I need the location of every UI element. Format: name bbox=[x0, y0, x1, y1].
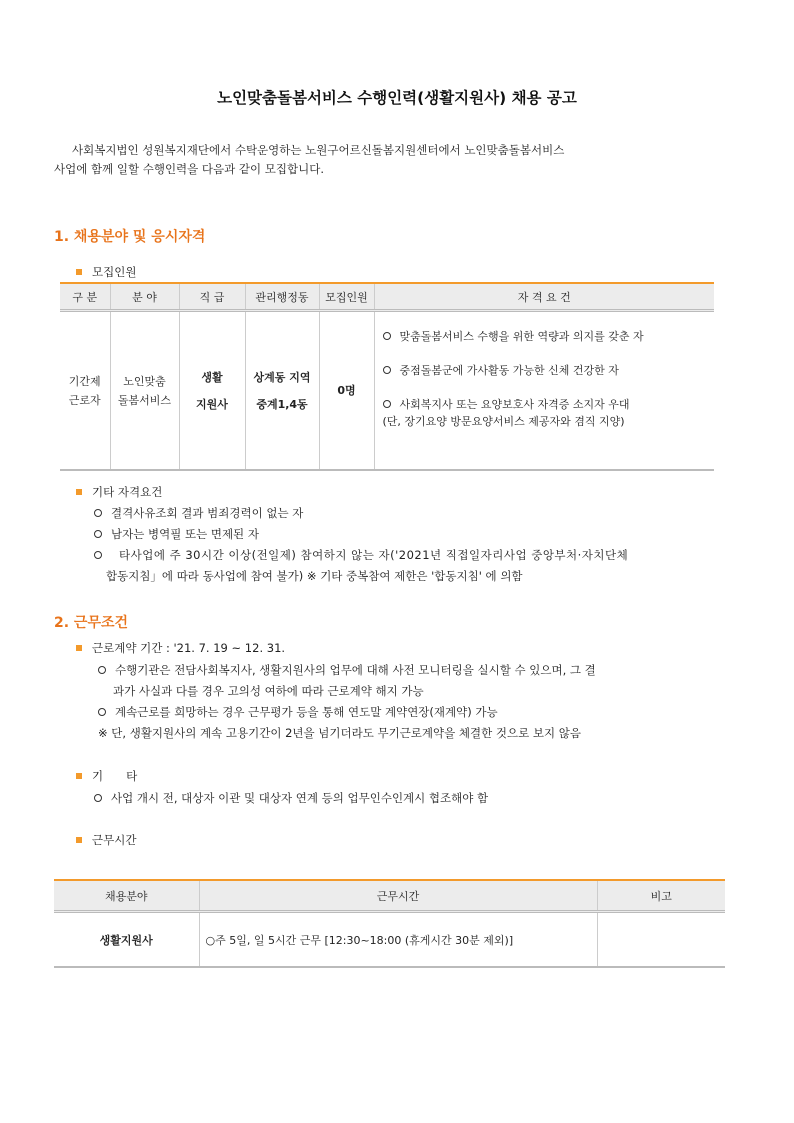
list-item bbox=[94, 789, 734, 808]
list-item bbox=[98, 703, 718, 722]
list-item-text: 타사업에 주 30시간 이상(전일제) 참여하지 않는 자('2021년 직접일자리사업 중앙부처·자치단체 bbox=[119, 548, 629, 562]
header-type: 구 분 bbox=[60, 283, 110, 311]
cell-type-line-1: 기간제 bbox=[68, 374, 101, 388]
header-requirements: 자 격 요 건 bbox=[374, 283, 714, 311]
cell-field: 생활지원사 bbox=[54, 912, 199, 968]
section-1-heading: 1. 채용분야 및 응시자격 bbox=[54, 229, 206, 245]
contract-label bbox=[76, 640, 285, 656]
cell-rank bbox=[179, 311, 245, 471]
cell-type-line-2: 근로자 bbox=[68, 393, 101, 407]
square-bullet-icon bbox=[76, 773, 82, 779]
cell-hours: ○주 5일, 일 5시간 근무 [12:30~18:00 (휴게시간 30분 제외)] bbox=[199, 912, 597, 968]
requirement-text: 사회복지사 또는 요양보호사 자격증 소지자 우대 bbox=[399, 398, 630, 411]
cell-field bbox=[110, 311, 179, 471]
header-rank: 직 급 bbox=[179, 283, 245, 311]
intro-line-1: 사회복지법인 성원복지재단에서 수탁운영하는 노원구어르신돌봄지원센터에서 노인맞춤돌봄서비스 bbox=[72, 143, 565, 157]
requirement-item bbox=[383, 328, 715, 345]
etc-label bbox=[76, 768, 137, 784]
requirement-text: 중점돌봄군에 가사활동 가능한 신체 건강한 자 bbox=[399, 364, 619, 377]
list-item-text: 결격사유조회 결과 범죄경력이 없는 자 bbox=[111, 506, 304, 520]
list-item bbox=[98, 661, 718, 680]
cell-note bbox=[597, 912, 725, 968]
section-2-heading: 2. 근무조건 bbox=[54, 615, 129, 631]
header-hours: 근무시간 bbox=[199, 880, 597, 912]
other-list bbox=[94, 504, 724, 586]
circle-bullet-icon bbox=[383, 332, 391, 340]
other-label-text: 기타 자격요건 bbox=[92, 485, 163, 499]
header-field: 분 야 bbox=[110, 283, 179, 311]
hours-label bbox=[76, 832, 136, 848]
cell-count: 0명 bbox=[319, 311, 374, 471]
list-item-continuation: 과가 사실과 다를 경우 고의성 여하에 따라 근로계약 해지 가능 bbox=[113, 684, 424, 698]
cell-field-line-2: 돌봄서비스 bbox=[117, 393, 172, 407]
list-item-text: 남자는 병역필 또는 면제된 자 bbox=[111, 527, 259, 541]
requirement-item bbox=[383, 362, 715, 379]
cell-requirements bbox=[374, 311, 714, 471]
contract-label-text: 근로계약 기간 : '21. 7. 19 ~ 12. 31. bbox=[92, 641, 286, 655]
header-district: 관리행정동 bbox=[245, 283, 319, 311]
recruit-label-text: 모집인원 bbox=[92, 265, 137, 279]
cell-district-line-1: 상계동 지역 bbox=[253, 370, 311, 384]
circle-bullet-icon bbox=[94, 551, 102, 559]
list-item bbox=[94, 546, 724, 565]
requirement-item bbox=[383, 396, 715, 413]
list-item bbox=[94, 525, 724, 544]
recruit-table-header bbox=[60, 283, 714, 311]
square-bullet-icon bbox=[76, 645, 82, 651]
list-item-note: ※ 단, 생활지원사의 계속 고용기간이 2년을 넘기더라도 무기근로계약을 체결한 것으로 보지 않음 bbox=[98, 726, 581, 740]
hours-table-header bbox=[54, 880, 725, 912]
square-bullet-icon bbox=[76, 837, 82, 843]
circle-bullet-icon bbox=[383, 366, 391, 374]
list-item-continuation: 합동지침」에 따라 동사업에 참여 불가) ※ 기타 중복참여 제한은 '합동지침' 에 의함 bbox=[106, 569, 523, 583]
list-item-text: 계속근로를 희망하는 경우 근무평가 등을 통해 연도말 계약연장(재계약) 가능 bbox=[115, 705, 498, 719]
header-note: 비고 bbox=[597, 880, 725, 912]
cell-district-line-2: 중계1,4동 bbox=[256, 397, 308, 411]
cell-type bbox=[60, 311, 110, 471]
list-item-text: 사업 개시 전, 대상자 이관 및 대상자 연계 등의 업무인수인계시 협조해야 함 bbox=[111, 791, 489, 805]
cell-rank-line-1: 생활 bbox=[201, 370, 223, 384]
cell-district bbox=[245, 311, 319, 471]
circle-bullet-icon bbox=[383, 400, 391, 408]
table-row bbox=[54, 912, 725, 968]
hours-label-text: 근무시간 bbox=[92, 833, 137, 847]
square-bullet-icon bbox=[76, 269, 82, 275]
circle-bullet-icon bbox=[98, 708, 106, 716]
list-item bbox=[94, 504, 724, 523]
etc-label-text: 기 타 bbox=[92, 769, 138, 783]
intro-paragraph bbox=[54, 141, 744, 179]
header-field: 채용분야 bbox=[54, 880, 199, 912]
requirement-text: 맞춤돌봄서비스 수행을 위한 역량과 의지를 갖춘 자 bbox=[399, 330, 644, 343]
cell-rank-line-2: 지원사 bbox=[196, 397, 228, 411]
requirement-note: (단, 장기요양 방문요양서비스 제공자와 겸직 지양) bbox=[382, 415, 625, 428]
circle-bullet-icon bbox=[98, 666, 106, 674]
recruit-table bbox=[60, 282, 714, 471]
cell-field-line-1: 노인맞춤 bbox=[123, 374, 166, 388]
etc-list bbox=[94, 789, 734, 808]
square-bullet-icon bbox=[76, 489, 82, 495]
circle-bullet-icon bbox=[94, 530, 102, 538]
recruit-label bbox=[76, 264, 136, 280]
intro-line-2: 사업에 함께 일할 수행인력을 다음과 같이 모집합니다. bbox=[54, 162, 324, 176]
other-label bbox=[76, 484, 162, 500]
list-item-text: 수행기관은 전담사회복지사, 생활지원사의 업무에 대해 사전 모니터링을 실시할 수 있으며, 그 결 bbox=[115, 663, 596, 677]
circle-bullet-icon bbox=[94, 794, 102, 802]
table-row bbox=[60, 311, 714, 471]
hours-table bbox=[54, 879, 725, 968]
circle-bullet-icon bbox=[94, 509, 102, 517]
contract-list bbox=[98, 661, 718, 743]
header-count: 모집인원 bbox=[319, 283, 374, 311]
page-title: 노인맞춤돌봄서비스 수행인력(생활지원사) 채용 공고 bbox=[217, 89, 577, 107]
